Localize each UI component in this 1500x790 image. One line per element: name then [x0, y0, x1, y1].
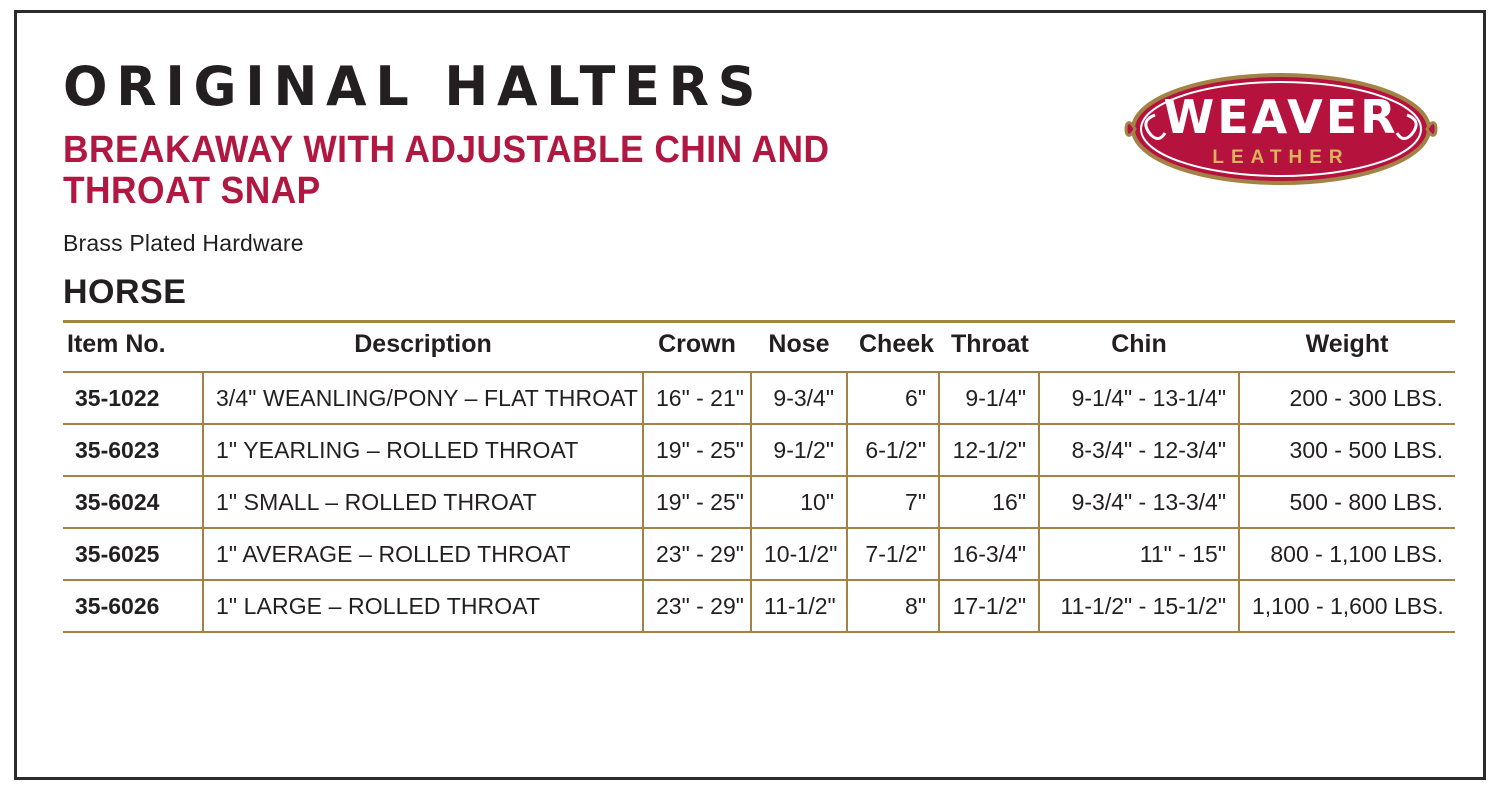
cell-description: 1" LARGE – ROLLED THROAT	[203, 580, 643, 632]
cell-weight: 300 - 500 LBS.	[1239, 424, 1455, 476]
cell-chin: 11-1/2" - 15-1/2"	[1039, 580, 1239, 632]
logo-brand-text: WEAVER	[1163, 90, 1399, 144]
cell-description: 1" SMALL – ROLLED THROAT	[203, 476, 643, 528]
cell-chin: 9-3/4" - 13-3/4"	[1039, 476, 1239, 528]
cell-crown: 16" - 21"	[643, 372, 751, 424]
column-header-chin: Chin	[1039, 321, 1239, 372]
cell-cheek: 6-1/2"	[847, 424, 939, 476]
cell-nose: 9-1/2"	[751, 424, 847, 476]
column-header-item-no: Item No.	[63, 321, 203, 372]
cell-throat: 9-1/4"	[939, 372, 1039, 424]
page-subtitle: BREAKAWAY WITH ADJUSTABLE CHIN AND THROAT SNAP	[63, 128, 830, 212]
cell-item-no: 35-6024	[63, 476, 203, 528]
category-heading: HORSE	[63, 272, 187, 311]
table-row	[63, 424, 1455, 476]
content-area	[63, 55, 1444, 737]
column-header-nose: Nose	[751, 321, 847, 372]
table-row	[63, 372, 1455, 424]
cell-chin: 11" - 15"	[1039, 528, 1239, 580]
cell-weight: 800 - 1,100 LBS.	[1239, 528, 1455, 580]
cell-item-no: 35-6023	[63, 424, 203, 476]
column-header-cheek: Cheek	[847, 321, 939, 372]
cell-cheek: 7-1/2"	[847, 528, 939, 580]
cell-crown: 23" - 29"	[643, 580, 751, 632]
cell-cheek: 6"	[847, 372, 939, 424]
specifications-table	[63, 320, 1455, 633]
table-row	[63, 528, 1455, 580]
weaver-leather-logo	[1121, 63, 1441, 203]
hardware-note: Brass Plated Hardware	[63, 229, 304, 256]
cell-throat: 16-3/4"	[939, 528, 1039, 580]
logo-subbrand-text: LEATHER	[1212, 147, 1350, 168]
cell-nose: 11-1/2"	[751, 580, 847, 632]
cell-item-no: 35-6026	[63, 580, 203, 632]
cell-nose: 9-3/4"	[751, 372, 847, 424]
cell-chin: 9-1/4" - 13-1/4"	[1039, 372, 1239, 424]
table-row	[63, 580, 1455, 632]
cell-throat: 12-1/2"	[939, 424, 1039, 476]
table-body	[63, 372, 1455, 632]
column-header-throat: Throat	[939, 321, 1039, 372]
cell-weight: 1,100 - 1,600 LBS.	[1239, 580, 1455, 632]
cell-crown: 19" - 25"	[643, 476, 751, 528]
cell-crown: 23" - 29"	[643, 528, 751, 580]
cell-cheek: 7"	[847, 476, 939, 528]
cell-item-no: 35-1022	[63, 372, 203, 424]
cell-description: 1" AVERAGE – ROLLED THROAT	[203, 528, 643, 580]
page-title: ORIGINAL HALTERS	[63, 55, 765, 118]
cell-crown: 19" - 25"	[643, 424, 751, 476]
cell-cheek: 8"	[847, 580, 939, 632]
cell-description: 1" YEARLING – ROLLED THROAT	[203, 424, 643, 476]
page-border	[14, 10, 1486, 780]
cell-nose: 10-1/2"	[751, 528, 847, 580]
column-header-weight: Weight	[1239, 321, 1455, 372]
cell-weight: 200 - 300 LBS.	[1239, 372, 1455, 424]
table-row	[63, 476, 1455, 528]
table-header-row	[63, 321, 1455, 372]
cell-weight: 500 - 800 LBS.	[1239, 476, 1455, 528]
cell-item-no: 35-6025	[63, 528, 203, 580]
cell-throat: 17-1/2"	[939, 580, 1039, 632]
cell-chin: 8-3/4" - 12-3/4"	[1039, 424, 1239, 476]
column-header-crown: Crown	[643, 321, 751, 372]
column-header-description: Description	[203, 321, 643, 372]
cell-nose: 10"	[751, 476, 847, 528]
table-header	[63, 321, 1455, 372]
document-header	[63, 55, 1437, 312]
cell-description: 3/4" WEANLING/PONY – FLAT THROAT	[203, 372, 643, 424]
cell-throat: 16"	[939, 476, 1039, 528]
